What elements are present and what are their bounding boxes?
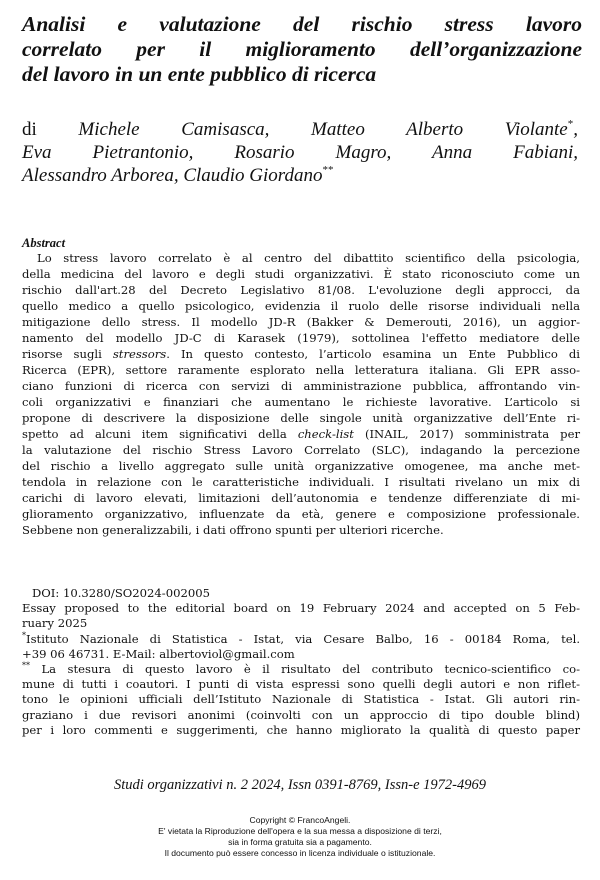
abstract-term: stressors <box>112 347 167 361</box>
submission-note: ruary 2025 <box>22 616 88 631</box>
affiliation-text: Istituto Nazionale di Statistica - Istat, via Cesare Balbo, 16 - 00184 Roma, tel. <box>26 631 580 646</box>
acknowledgment-note: mune di tutti i coautori. I punti di vista espressi sono quelli degli autori e non riflet- <box>22 677 580 692</box>
affiliation-note: +39 06 46731. E-Mail: albertoviol@gmail.com <box>22 646 295 661</box>
footnote-mark: * <box>567 118 574 130</box>
copyright-line: sia in forma gratuita sia a pagamento. <box>228 837 372 847</box>
author-names: Michele Camisasca, Matteo Alberto Violante <box>78 119 568 140</box>
journal-citation: Studi organizzativi n. 2 2024, Issn 0391-8769, Issn-e 1972-4969 <box>113 777 487 793</box>
author-prefix: di <box>22 119 37 140</box>
acknowledgment-note: tono le opinioni ufficiali dell’Istituto Nazionale di Statistica - Istat. Gli autori rin- <box>22 692 580 707</box>
abstract-line: namento del modello JD-C di Karasek (1979), sottolinea l'effetto mediatore delle <box>22 331 580 345</box>
article-title <box>22 12 582 87</box>
abstract-line: coli organizzativi e finanziari che aumentano le richieste lavorative. L’articolo si <box>22 395 580 409</box>
title-line: del lavoro in un ente pubblico di ricerca <box>22 62 377 86</box>
author-names: Alessandro Arborea, Claudio Giordano <box>22 165 323 186</box>
submission-note: Essay proposed to the editorial board on 19 February 2024 and accepted on 5 Feb- <box>22 601 580 616</box>
copyright-notice <box>0 815 600 859</box>
abstract-line: Lo stress lavoro correlato è al centro del dibattito scientifico della psicologia, <box>37 251 580 265</box>
abstract-line <box>22 426 580 442</box>
author-list <box>22 118 578 187</box>
abstract-line <box>22 346 580 362</box>
copyright-line: Copyright © FrancoAngeli. <box>249 815 351 825</box>
abstract-text: (INAIL, 2017) somministrata per <box>353 427 580 441</box>
author-comma: , <box>573 119 578 140</box>
abstract-heading: Abstract <box>22 236 66 250</box>
abstract-line: tendola in relazione con le caratteristiche individuali. I risultati rivelano un mix di <box>22 475 580 489</box>
copyright-line: E' vietata la Riproduzione dell'opera e la sua messa a disposizione di terzi, <box>158 826 442 836</box>
abstract-line: Sebbene non generalizzabili, i dati offrono spunti per ulteriori ricerche. <box>22 523 444 537</box>
abstract-body <box>22 250 580 538</box>
abstract-line: del rischio a livello aggregato sulle unità organizzative omogenee, ma anche met- <box>22 459 580 473</box>
doi: DOI: 10.3280/SO2024-002005 <box>32 586 210 600</box>
abstract-term: check-list <box>297 427 354 441</box>
acknowledgment-text: La stesura di questo lavoro è il risultato del contributo tecnico-scientifico co- <box>30 662 580 677</box>
author-line <box>22 141 578 164</box>
abstract-line: carichi di lavoro elevati, limitazioni dell’autonomia e tendenze differenziate di mi- <box>22 491 580 505</box>
abstract-line: la valutazione del rischio Stress Lavoro Correlato (SLC), indagando la percezione <box>22 443 580 457</box>
affiliation-note <box>22 632 580 647</box>
acknowledgment-note: graziano i due revisori anonimi (coinvolti con un approccio di tipo double blind) <box>22 707 580 722</box>
abstract-line: rischio dall'art.28 del Decreto Legislativo 81/08. L'evoluzione degli approcci, da <box>22 283 580 297</box>
abstract-line: quello medico a quello psicologico, evidenzia il ruolo delle risorse individuali nella <box>22 299 580 313</box>
footnote-mark: ** <box>322 164 334 176</box>
abstract-line: della medicina del lavoro e degli studi organizzativi. È stato riconosciuto come un <box>22 267 580 281</box>
acknowledgment-note <box>22 662 580 677</box>
abstract-text: spetto ad alcuni item significativi della <box>22 427 298 441</box>
abstract-line: Ricerca (EPR), settore raramente esplorato nella letteratura italiana. Gli EPR asso- <box>22 363 580 377</box>
author-names: Eva Pietrantonio, Rosario Magro, Anna Fabiani, <box>22 142 578 163</box>
abstract-line: glioramento organizzativo, influenzate da età, genere e composizione professionale. <box>22 507 580 521</box>
abstract-line: mitigazione dello stress. Il modello JD-R (Bakker & Demerouti, 2016), un aggior- <box>22 315 580 329</box>
footnote-mark: * <box>22 630 26 640</box>
copyright-line: Il documento può essere concesso in licenza individuale o istituzionale. <box>164 848 436 858</box>
author-line <box>22 118 578 141</box>
acknowledgment-note: per i loro commenti e suggerimenti, che hanno migliorato la qualità di questo paper <box>22 722 580 737</box>
author-line <box>22 164 578 187</box>
abstract-line: propone di descrivere la disposizione delle singole unità organizzative dell’Ente ri- <box>22 411 580 425</box>
title-line: Analisi e valutazione del rischio stress lavoro <box>22 12 582 36</box>
title-line: correlato per il miglioramento dell’organizzazione <box>22 37 582 61</box>
abstract-text: risorse sugli <box>22 347 113 361</box>
footnotes <box>22 586 580 738</box>
abstract-text: . In questo contesto, l’articolo esamina un Ente Pubblico di <box>166 347 580 361</box>
abstract-line: ciano funzioni di ricerca con servizi di amministrazione pubblica, affrontando vin- <box>22 379 580 393</box>
footnote-mark: ** <box>22 661 30 671</box>
